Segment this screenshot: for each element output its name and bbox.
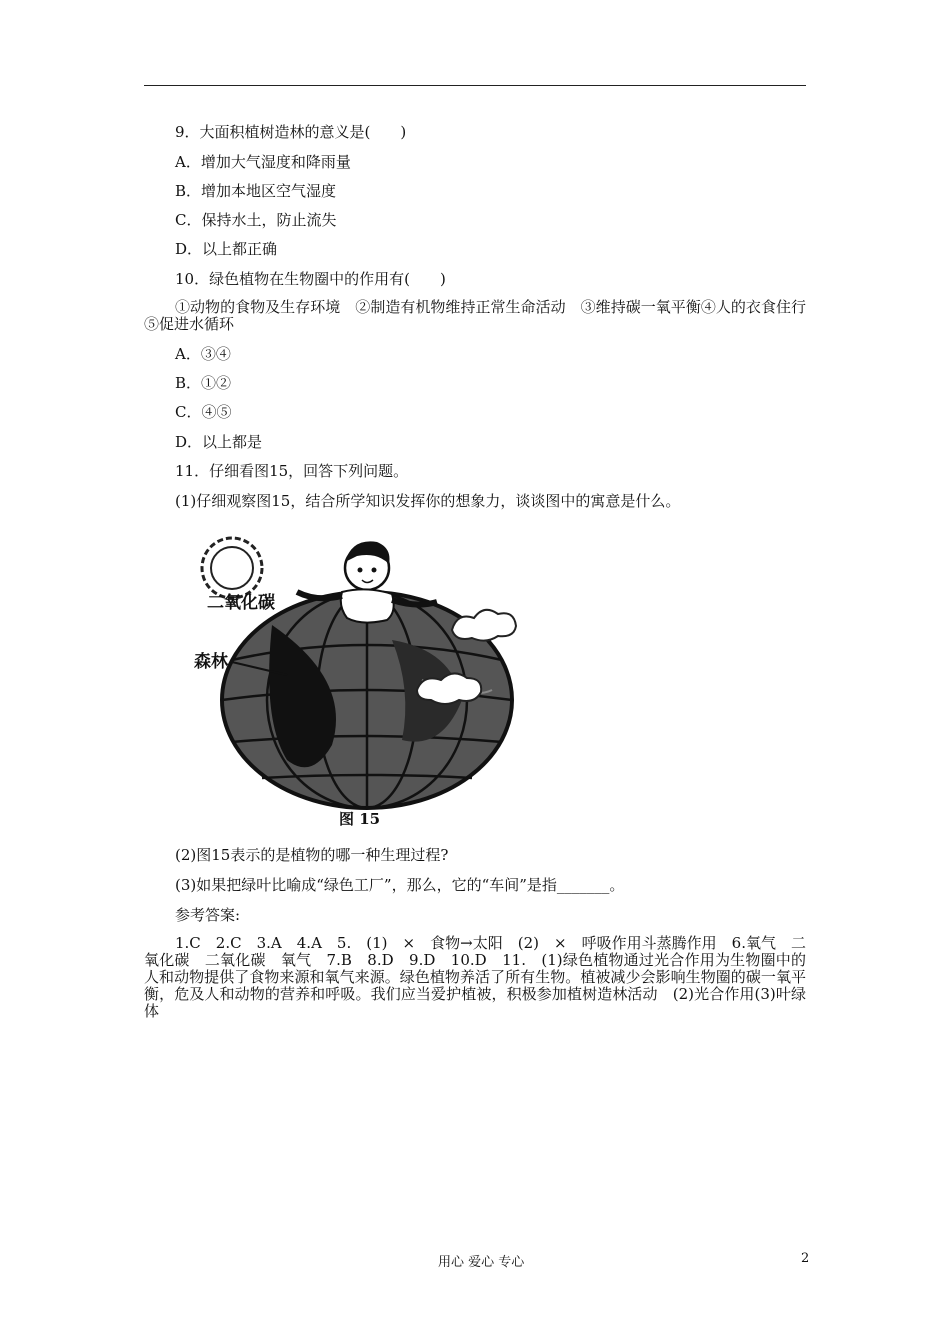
figure-caption: 图 15 xyxy=(339,810,381,828)
q11-sub1: (1)仔细观察图15，结合所学知识发挥你的想象力，谈谈图中的寓意是什么。 xyxy=(175,492,681,510)
answers-text: 1.C 2.C 3.A 4.A 5. (1) × 食物→太阳 (2) × 呼吸作用斗蒸腾作用 6.氧气 二氧化碳 二氧化碳 氧气 7.B 8.D 9.D 10.D 11. (1)绿色植物通过光合作用为生物圈中的人和动物提供了食物来源和氧气来源。绿色植物养活了所有生物。植被减少会影响生物圈的碳一氧平衡，危及人和动物的营养和呼吸。我们应当爱护植被，积极参加植树造林活动 (2)光合作用(3)叶绿体 xyxy=(144,934,806,1020)
earth-illustration xyxy=(192,530,537,830)
page-number: 2 xyxy=(801,1251,810,1266)
header-rule xyxy=(144,85,806,86)
sun-icon xyxy=(202,538,262,598)
q10-option-d: D．以上都是 xyxy=(175,433,263,451)
q9-option-b: B．增加本地区空气湿度 xyxy=(175,182,337,200)
figure-15 xyxy=(192,530,537,830)
q10-statement: ①动物的食物及生存环境 ②制造有机物维持正常生命活动 ③维持碳一氧平衡④人的衣食住行 ⑤促进水循环 xyxy=(144,298,822,333)
forest-label: 森林 xyxy=(194,652,228,672)
q10-option-b: B．①② xyxy=(175,374,232,392)
q10-option-a: A．③④ xyxy=(175,345,231,363)
q10-option-c: C．④⑤ xyxy=(175,403,232,421)
q11-sub3: (3)如果把绿叶比喻成“绿色工厂”，那么，它的“车间”是指_______。 xyxy=(175,876,625,894)
co2-label: 二氧化碳 xyxy=(207,593,275,613)
q9-stem: 9．大面积植树造林的意义是( ) xyxy=(175,123,407,141)
q9-option-a: A．增加大气湿度和降雨量 xyxy=(175,153,351,171)
q10-stem: 10．绿色植物在生物圈中的作用有( ) xyxy=(175,270,446,288)
q11-stem: 11．仔细看图15，回答下列问题。 xyxy=(175,462,409,480)
q9-option-c: C．保持水土，防止流失 xyxy=(175,211,337,229)
footer-motto: 用心 爱心 专心 xyxy=(438,1255,525,1270)
q11-sub2: (2)图15表示的是植物的哪一种生理过程? xyxy=(175,846,449,864)
q9-option-d: D．以上都正确 xyxy=(175,240,278,258)
answers-heading: 参考答案: xyxy=(175,906,241,924)
